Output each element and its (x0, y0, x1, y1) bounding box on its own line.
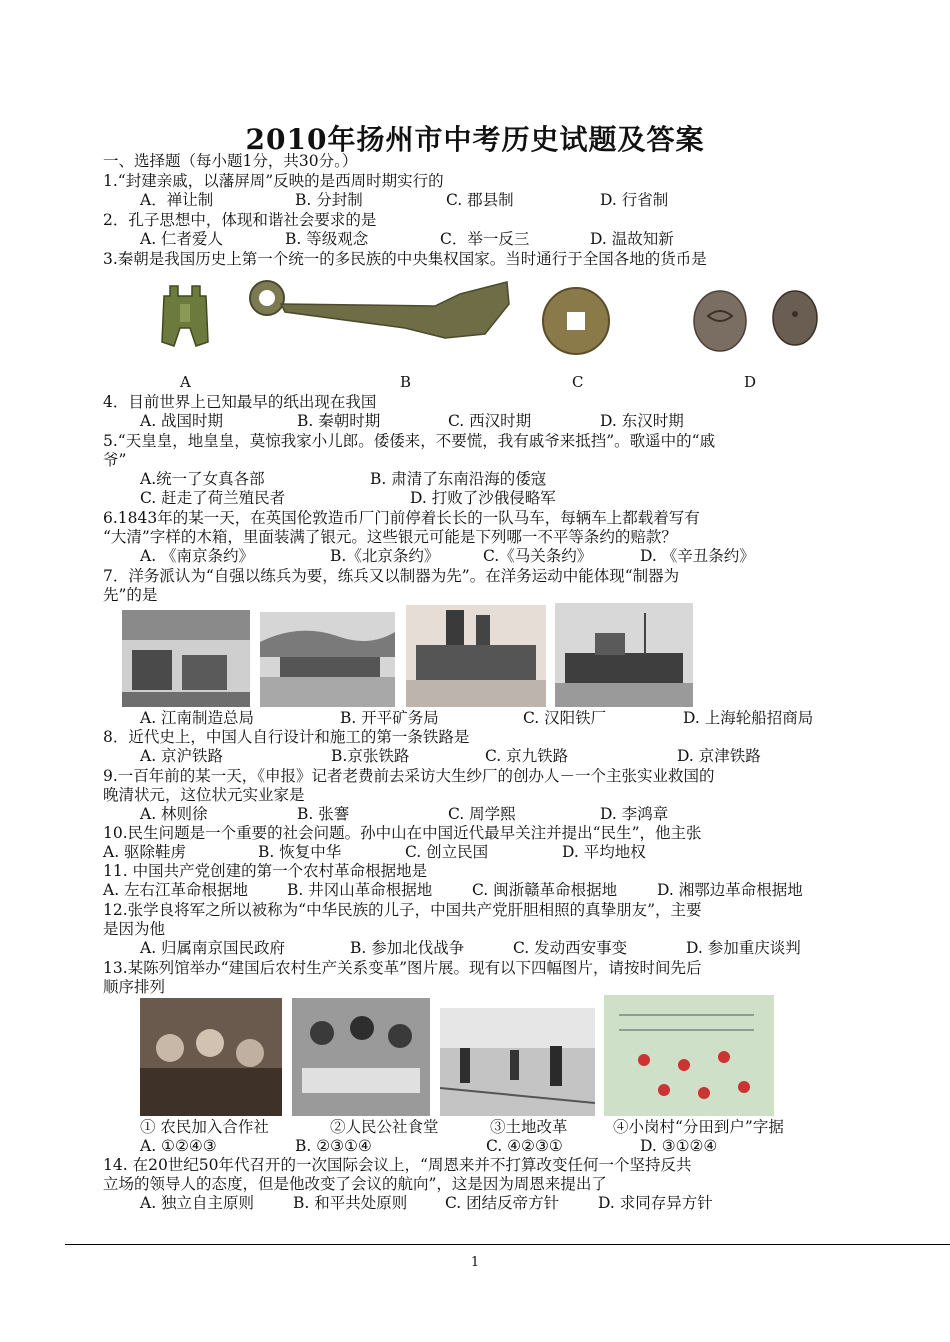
q14-option-a: A. 独立自主原则 (140, 1194, 255, 1212)
section-heading: 一、选择题（每小题1分，共30分。） (103, 152, 358, 170)
q2-option-d: D. 温故知新 (590, 230, 674, 248)
q10-option-c: C. 创立民国 (405, 843, 489, 861)
question-9-stem-line2: 晚清状元，这位状元实业家是 (103, 786, 305, 804)
question-6-stem-line2: “大清”字样的木箱，里面装满了银元。这些银元可能是下列哪一不平等条约的赔款？ (103, 528, 677, 546)
q4-option-d: D. 东汉时期 (600, 412, 684, 430)
q8-option-a: A. 京沪铁路 (140, 747, 224, 765)
q2-option-a: A. 仁者爱人 (140, 230, 224, 248)
q1-option-c: C. 郡县制 (446, 191, 514, 209)
q9-option-c: C. 周学熙 (448, 805, 516, 823)
q7-option-b: B. 开平矿务局 (340, 709, 439, 727)
q13-option-a: A. ①②④③ (140, 1137, 217, 1155)
q12-option-c: C. 发动西安事变 (513, 939, 628, 957)
knife-coin-image (245, 276, 515, 350)
question-3-stem: 3.秦朝是我国历史上第一个统一的多民族的中央集权国家。当时通行于全国各地的货币是 (103, 250, 707, 268)
q13-caption-2: ②人民公社食堂 (330, 1118, 439, 1136)
q6-option-b: B.《北京条约》 (330, 547, 440, 565)
q11-option-c: C. 闽浙赣革命根据地 (472, 881, 618, 899)
question-14-stem-line2: 立场的领导人的态度，但是他改变了会议的航向”，这是因为周恩来提出了 (103, 1175, 607, 1193)
q5-option-d: D. 打败了沙俄侵略军 (410, 489, 556, 507)
q1-option-a: A．禅让制 (140, 191, 214, 209)
q4-option-c: C. 西汉时期 (448, 412, 532, 430)
q7-option-a: A. 江南制造总局 (140, 709, 255, 727)
q8-option-c: C. 京九铁路 (485, 747, 569, 765)
q13-option-b: B. ②③①④ (295, 1137, 372, 1155)
commune-canteen-photo (292, 998, 430, 1116)
question-1-stem: 1.“封建亲戚，以藩屏周”反映的是西周时期实行的 (103, 172, 444, 190)
coin-label-c: C (572, 373, 584, 391)
q14-option-c: C. 团结反帝方针 (445, 1194, 560, 1212)
question-6-stem-line1: 6.1843年的某一天，在英国伦敦造币厂门前停着长长的一队马车，每辆车上都载着写有 (103, 509, 700, 527)
q9-option-d: D. 李鸿章 (600, 805, 669, 823)
coin-label-a: A (180, 373, 191, 391)
coin-label-b: B (400, 373, 412, 391)
q14-option-d: D. 求同存异方针 (598, 1194, 713, 1212)
land-reform-photo (440, 1008, 595, 1116)
q13-option-d: D. ③①②④ (640, 1137, 718, 1155)
ant-nose-coin-image-1 (690, 288, 750, 354)
question-7-stem-line2: 先”的是 (103, 586, 158, 604)
q12-option-b: B. 参加北伐战争 (350, 939, 465, 957)
q9-option-a: A. 林则徐 (140, 805, 208, 823)
q5-option-c: C. 赶走了荷兰殖民者 (140, 489, 286, 507)
ironworks-photo (406, 605, 546, 707)
q14-option-b: B. 和平共处原则 (293, 1194, 408, 1212)
question-7-stem-line1: 7．洋务派认为“自强以练兵为要，练兵又以制器为先”。在洋务运动中能体现“制器为 (103, 567, 680, 585)
q5-option-a: A.统一了女真各部 (140, 470, 265, 488)
q7-option-c: C. 汉阳铁厂 (523, 709, 607, 727)
question-5-stem-line1: 5.“天皇皇，地皇皇，莫惊我家小儿郎。倭倭来，不要慌，我有戚爷来抵挡”。歌遥中的“戚 (103, 432, 716, 450)
q13-caption-4: ④小岗村“分田到户”字据 (613, 1118, 784, 1136)
q11-option-d: D. 湘鄂边革命根据地 (657, 881, 803, 899)
question-8-stem: 8．近代史上，中国人自行设计和施工的第一条铁路是 (103, 728, 470, 746)
question-11-stem: 11. 中国共产党创建的第一个农村革命根据地是 (103, 862, 428, 880)
q4-option-a: A. 战国时期 (140, 412, 224, 430)
q1-option-d: D. 行省制 (600, 191, 669, 209)
q13-caption-3: ③土地改革 (490, 1118, 568, 1136)
q10-option-b: B. 恢复中华 (258, 843, 342, 861)
q4-option-b: B. 秦朝时期 (297, 412, 381, 430)
q8-option-d: D. 京津铁路 (677, 747, 761, 765)
q11-option-a: A. 左右江革命根据地 (103, 881, 249, 899)
q13-option-c: C. ④②③① (486, 1137, 563, 1155)
mine-photo (260, 612, 395, 707)
cooperative-photo (140, 998, 282, 1116)
question-13-stem-line1: 13.某陈列馆举办“建国后农村生产关系变革”图片展。现有以下四幅图片，请按时间先后 (103, 959, 702, 977)
question-12-stem-line2: 是因为他 (103, 920, 166, 938)
q2-option-b: B. 等级观念 (285, 230, 369, 248)
q11-option-b: B. 井冈山革命根据地 (287, 881, 433, 899)
q10-option-a: A. 驱除鞋虏 (103, 843, 187, 861)
footer-divider (65, 1244, 950, 1245)
q2-option-c: C．举一反三 (440, 230, 530, 248)
factory-interior-photo (122, 610, 250, 707)
q6-option-d: D. 《辛丑条约》 (640, 547, 755, 565)
q7-option-d: D. 上海轮船招商局 (683, 709, 814, 727)
steamship-photo (555, 603, 693, 707)
question-10-stem: 10.民生问题是一个重要的社会问题。孙中山在中国近代最早关注并提出“民生”，他主张 (103, 824, 702, 842)
q6-option-a: A. 《南京条约》 (140, 547, 255, 565)
question-14-stem-line1: 14. 在20世纪50年代召开的一次国际会议上，“周恩来并不打算改变任何一个坚持反共 (103, 1156, 692, 1174)
q12-option-d: D. 参加重庆谈判 (686, 939, 801, 957)
question-13-stem-line2: 顺序排列 (103, 978, 166, 996)
question-4-stem: 4．目前世界上已知最早的纸出现在我国 (103, 393, 377, 411)
question-2-stem: 2．孔子思想中，体现和谐社会要求的是 (103, 211, 377, 229)
page-title: 2010年扬州市中考历史试题及答案 (245, 123, 705, 156)
q10-option-d: D. 平均地权 (562, 843, 646, 861)
question-5-stem-line2: 爷” (103, 451, 127, 469)
q8-option-b: B.京张铁路 (331, 747, 410, 765)
q5-option-b: B. 肃清了东南沿海的倭寇 (370, 470, 547, 488)
question-9-stem-line1: 9.一百年前的某一天，《申报》记者老费前去采访大生纱厂的创办人－一个主张实业救国的 (103, 767, 715, 785)
question-12-stem-line1: 12.张学良将军之所以被称为“中华民族的儿子，中国共产党肝胆相照的真挚朋友”，主要 (103, 901, 702, 919)
q6-option-c: C.《马关条约》 (483, 547, 593, 565)
q9-option-b: B. 张謇 (297, 805, 350, 823)
spade-coin-image (150, 282, 220, 350)
page-number: 1 (470, 1255, 480, 1270)
round-coin-image (540, 285, 612, 357)
ant-nose-coin-image-2 (770, 288, 820, 348)
coin-label-d: D (744, 373, 757, 391)
q1-option-b: B. 分封制 (295, 191, 363, 209)
xiaogang-contract-photo (604, 995, 774, 1116)
q13-caption-1: ① 农民加入合作社 (140, 1118, 269, 1136)
q12-option-a: A. 归属南京国民政府 (140, 939, 286, 957)
